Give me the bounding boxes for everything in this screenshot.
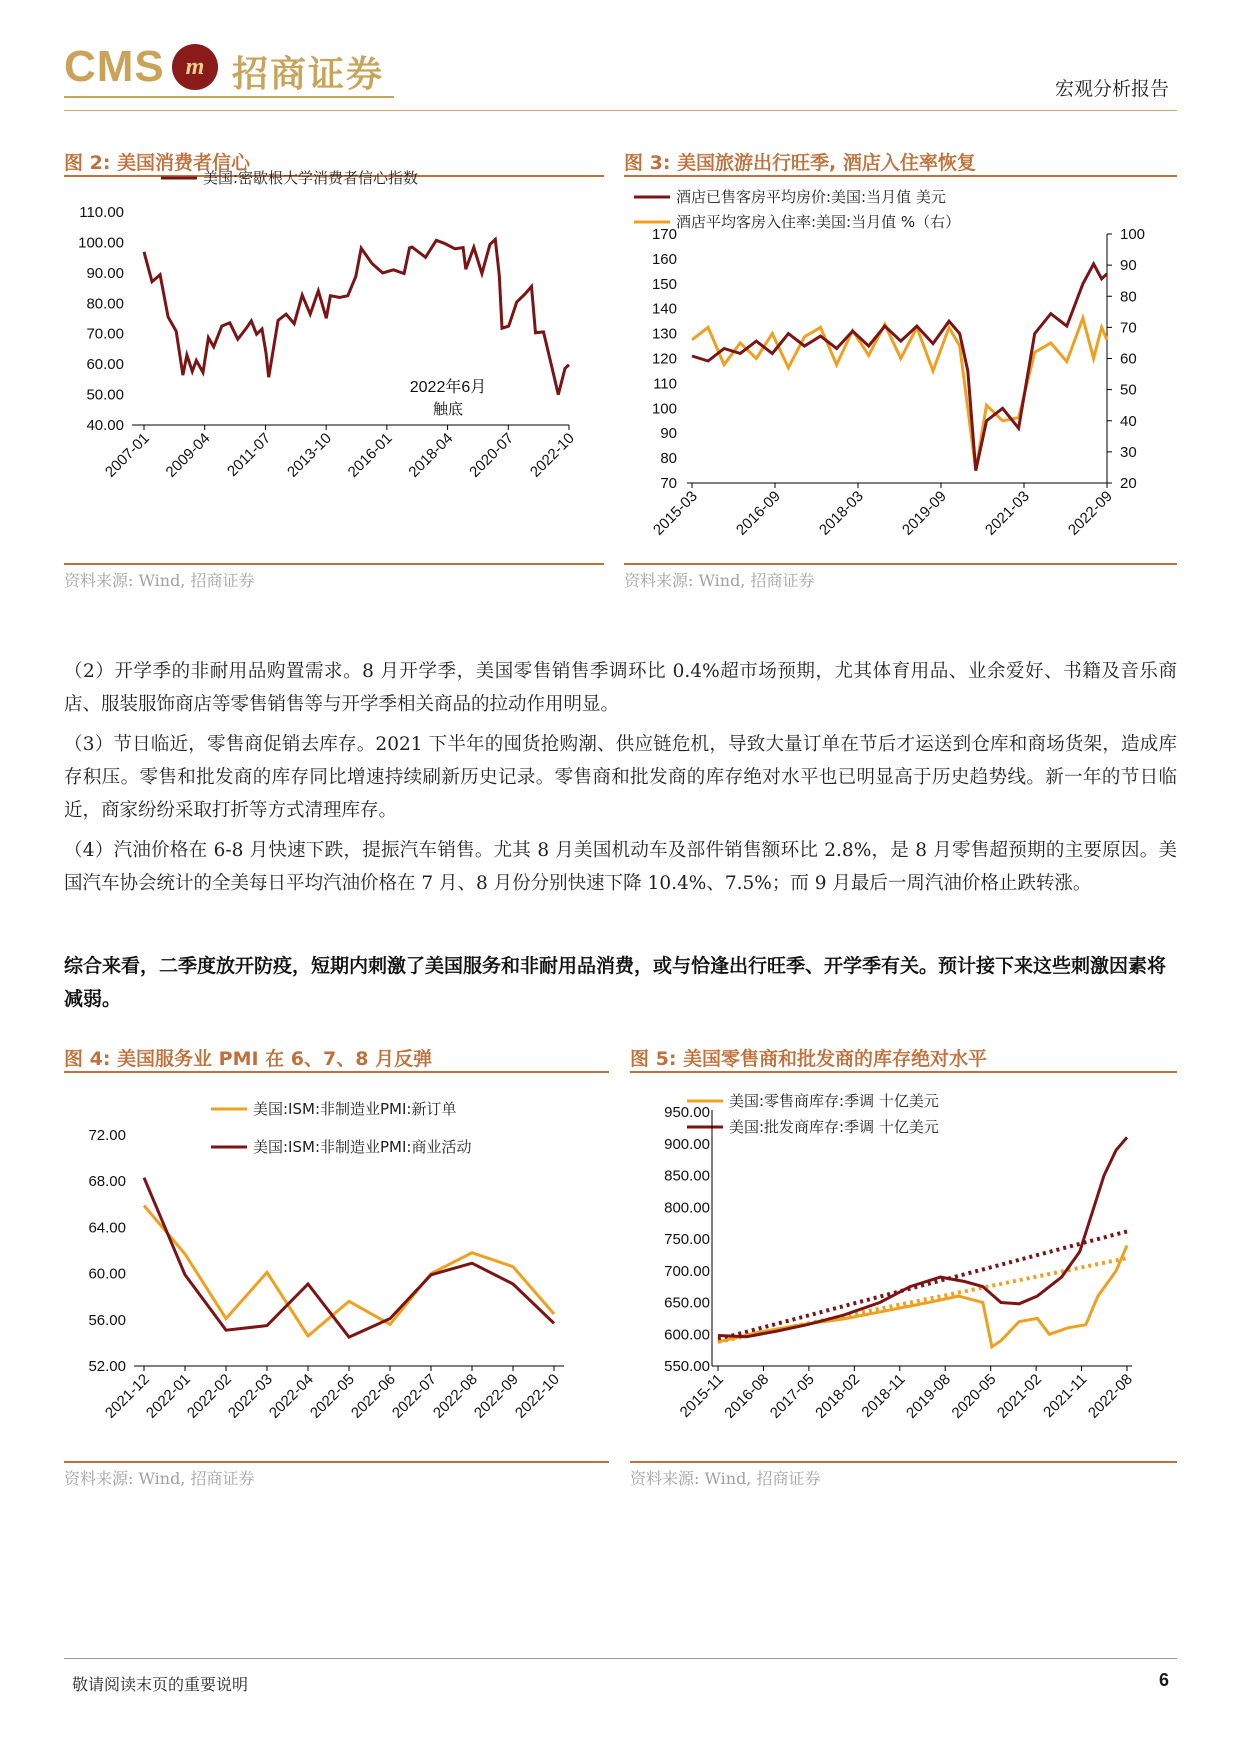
fig2-y-tick-label: 90.00: [86, 264, 124, 282]
fig2-y-tick-label: 110.00: [79, 204, 124, 221]
fig4-y-tick-label: 60.00: [88, 1265, 126, 1283]
fig4-x-tick-label: 2022-08: [429, 1370, 481, 1422]
fig5-x-tick-label: 2019-08: [903, 1370, 955, 1422]
fig2-y-tick-label: 70.00: [86, 325, 124, 343]
fig2-x-tick-label: 2018-04: [405, 429, 457, 481]
fig4-source: 资料来源: Wind, 招商证券: [64, 1469, 255, 1488]
fig4-y-tick-label: 52.00: [88, 1358, 126, 1375]
fig3-y-left-tick-label: 80: [660, 450, 677, 468]
fig3-y-left-tick-label: 140: [651, 300, 677, 318]
fig5-y-tick-label: 950.00: [664, 1104, 710, 1121]
fig5-x-tick-label: 2018-02: [812, 1370, 864, 1422]
fig3-series-price: [692, 264, 1107, 471]
fig2-bottom-rule: [64, 563, 604, 565]
fig3-source: 资料来源: Wind, 招商证券: [624, 571, 815, 590]
fig2-y-tick-label: 50.00: [86, 386, 124, 404]
report-type: 宏观分析报告: [1054, 78, 1169, 100]
paragraph-4: （4）汽油价格在 6-8 月快速下跌，提振汽车销售。尤其 8 月美国机动车及部件销售额环比 2.8%，是 8 月零售超预期的主要原因。美国汽车协会统计的全美每日平均汽油价格在 7 月、8 月份分别快速下降 10.4%、7.5%；而 9 月最后一周汽油价格止跌转涨。: [64, 840, 1177, 894]
fig5-x-tick-label: 2015-11: [676, 1370, 727, 1421]
fig3-y-right-tick-label: 100: [1120, 226, 1146, 243]
fig4-chart: [64, 1076, 609, 1456]
fig3-y-right-tick-label: 20: [1120, 475, 1137, 492]
fig2-title: 图 2: 美国消费者信心: [64, 152, 251, 174]
fig2-x-tick-label: 2013-10: [284, 429, 335, 481]
fig5-source: 资料来源: Wind, 招商证券: [630, 1469, 821, 1488]
fig3-title-rule: [624, 175, 1177, 177]
fig2-chart: [64, 169, 604, 560]
paragraph-3: （3）节日临近，零售商促销去库存。2021 下半年的囤货抢购潮、供应链危机，导致大量订单在节后才运送到仓库和商场货架，造成库存积压。零售和批发商的库存同比增速持续刷新历史记录。零售商和批发商的库存绝对水平也已明显高于历史趋势线。新一年的节日临近，商家纷纷采取打折等方式清理库存。: [64, 734, 1177, 821]
fig3-title: 图 3: 美国旅游出行旺季, 酒店入住率恢复: [624, 152, 976, 174]
summary-paragraph: 综合来看，二季度放开防疫，短期内刺激了美国服务和非耐用品消费，或与恰逢出行旺季、开学季有关。预计接下来这些刺激因素将减弱。: [64, 955, 1167, 1010]
fig3-y-left-tick-label: 90: [660, 425, 677, 443]
fig3-y-right-tick-label: 60: [1120, 350, 1137, 368]
fig2-series-line: [144, 239, 569, 394]
fig2-x-tick-label: 2022-10: [526, 429, 578, 481]
fig3-x-tick-label: 2021-03: [981, 487, 1033, 539]
fig5-series-wholesale: [718, 1137, 1127, 1336]
fig3-y-right-tick-label: 30: [1120, 443, 1137, 461]
fig4-x-tick-label: 2022-04: [265, 1370, 317, 1422]
fig5-x-tick-label: 2016-08: [721, 1370, 773, 1422]
fig3-y-left-tick-label: 130: [651, 325, 677, 343]
fig4-title: 图 4: 美国服务业 PMI 在 6、7、8 月反弹: [64, 1048, 433, 1070]
fig3-y-right-tick-label: 90: [1120, 257, 1137, 275]
fig2-annotation-line1: 2022年6月: [409, 379, 487, 396]
fig4-series-business: [144, 1178, 554, 1337]
fig5-y-tick-label: 600.00: [664, 1326, 710, 1344]
fig4-x-tick-label: 2022-06: [347, 1370, 399, 1422]
fig4-legend-new-orders-label: 美国:ISM:非制造业PMI:新订单: [253, 1100, 457, 1118]
fig3-y-left-tick-label: 100: [651, 400, 677, 418]
fig5-x-tick-label: 2017-05: [766, 1370, 818, 1422]
fig5-trend-wholesale: [718, 1231, 1127, 1339]
fig5-x-tick-label: 2020-05: [948, 1370, 1000, 1422]
fig4-legend-business-label: 美国:ISM:非制造业PMI:商业活动: [253, 1138, 472, 1156]
fig3-chart: [624, 180, 1177, 560]
fig4-x-tick-label: 2022-03: [224, 1370, 276, 1422]
fig3-x-tick-label: 2016-09: [732, 487, 784, 539]
fig5-bottom-rule: [630, 1461, 1177, 1463]
fig4-series-new-orders: [144, 1206, 554, 1337]
fig3-y-left-tick-label: 110: [653, 375, 677, 393]
fig2-y-tick-label: 60.00: [86, 356, 124, 374]
fig2-source: 资料来源: Wind, 招商证券: [64, 571, 255, 590]
fig3-y-left-tick-label: 120: [651, 350, 677, 368]
fig4-x-tick-label: 2022-05: [306, 1370, 358, 1422]
fig5-chart: [630, 1076, 1177, 1456]
fig5-y-tick-label: 900.00: [664, 1135, 710, 1153]
logo-chinese-name: 招商证券: [232, 54, 385, 95]
fig4-x-tick-label: 2022-10: [511, 1370, 563, 1422]
fig2-x-tick-label: 2020-07: [466, 429, 518, 481]
logo-underline: [64, 96, 394, 98]
page-number: 6: [1158, 1670, 1169, 1690]
fig5-legend-retail-label: 美国:零售商库存:季调 十亿美元: [729, 1092, 939, 1110]
fig4-x-tick-label: 2022-09: [470, 1370, 522, 1422]
fig5-y-tick-label: 550.00: [664, 1358, 710, 1375]
fig5-y-tick-label: 850.00: [664, 1167, 710, 1185]
fig3-x-tick-label: 2015-03: [649, 487, 701, 539]
fig4-x-tick-label: 2022-02: [183, 1370, 235, 1422]
fig3-y-left-tick-label: 170: [651, 226, 677, 243]
fig4-bottom-rule: [64, 1461, 609, 1463]
fig2-x-tick-label: 2009-04: [162, 429, 214, 481]
fig2-x-tick-label: 2007-01: [101, 429, 153, 481]
fig2-y-tick-label: 40.00: [86, 417, 124, 434]
fig5-x-tick-label: 2021-11: [1040, 1370, 1091, 1421]
fig3-y-right-tick-label: 70: [1120, 319, 1137, 337]
fig5-title-rule: [630, 1071, 1177, 1073]
fig3-y-left-tick-label: 160: [651, 250, 677, 268]
header-rule: [64, 110, 1177, 111]
fig2-y-tick-label: 100.00: [78, 234, 124, 252]
fig4-y-tick-label: 68.00: [88, 1173, 126, 1191]
fig3-x-tick-label: 2019-09: [898, 487, 950, 539]
fig3-y-right-tick-label: 80: [1120, 288, 1137, 306]
fig3-legend-occupancy-label: 酒店平均客房入住率:美国:当月值 %（右）: [676, 213, 961, 231]
footer-rule: [64, 1658, 1177, 1659]
fig4-y-tick-label: 64.00: [88, 1219, 126, 1237]
fig3-x-tick-label: 2022-09: [1064, 487, 1116, 539]
fig5-y-tick-label: 750.00: [664, 1231, 710, 1248]
fig3-y-right-tick-label: 40: [1120, 412, 1137, 430]
footer-note: 敬请阅读末页的重要说明: [72, 1675, 249, 1694]
fig2-x-tick-label: 2016-01: [344, 429, 396, 481]
fig4-title-rule: [64, 1071, 609, 1073]
fig4-y-tick-label: 56.00: [88, 1311, 126, 1329]
fig2-x-tick-label: 2011-07: [224, 429, 275, 480]
fig4-x-tick-label: 2022-01: [142, 1370, 194, 1422]
fig5-y-tick-label: 650.00: [664, 1294, 710, 1312]
fig3-bottom-rule: [624, 563, 1177, 565]
fig2-annotation-line2: 触底: [432, 400, 464, 418]
fig4-y-tick-label: 72.00: [88, 1127, 126, 1144]
fig5-title: 图 5: 美国零售商和批发商的库存绝对水平: [630, 1048, 988, 1070]
fig3-y-right-tick-label: 50: [1120, 381, 1137, 399]
fig4-x-tick-label: 2022-07: [388, 1370, 440, 1422]
fig2-y-tick-label: 80.00: [86, 295, 124, 313]
fig5-x-tick-label: 2018-11: [858, 1370, 909, 1421]
fig5-x-tick-label: 2022-08: [1084, 1370, 1136, 1422]
fig3-legend-price-label: 酒店已售客房平均房价:美国:当月值 美元: [676, 188, 946, 206]
logo-cms: CMS: [64, 42, 165, 91]
paragraph-2: （2）开学季的非耐用品购置需求。8 月开学季，美国零售销售季调环比 0.4%超市场预期，尤其体育用品、业余爱好、书籍及音乐商店、服装服饰商店等零售销售等与开学季相关商品的拉动作用明显。: [64, 661, 1177, 715]
fig5-legend-wholesale-label: 美国:批发商库存:季调 十亿美元: [729, 1118, 939, 1136]
logo-badge-icon: m: [172, 44, 218, 90]
fig5-y-tick-label: 800.00: [664, 1199, 710, 1217]
fig5-x-tick-label: 2021-02: [993, 1370, 1045, 1422]
fig3-x-tick-label: 2018-03: [815, 487, 867, 539]
fig3-y-left-tick-label: 70: [660, 475, 677, 492]
fig4-x-tick-label: 2021-12: [101, 1370, 153, 1422]
fig5-y-tick-label: 700.00: [664, 1262, 710, 1280]
fig2-legend-label: 美国:密歇根大学消费者信心指数: [203, 169, 419, 187]
fig3-y-left-tick-label: 150: [651, 275, 677, 293]
